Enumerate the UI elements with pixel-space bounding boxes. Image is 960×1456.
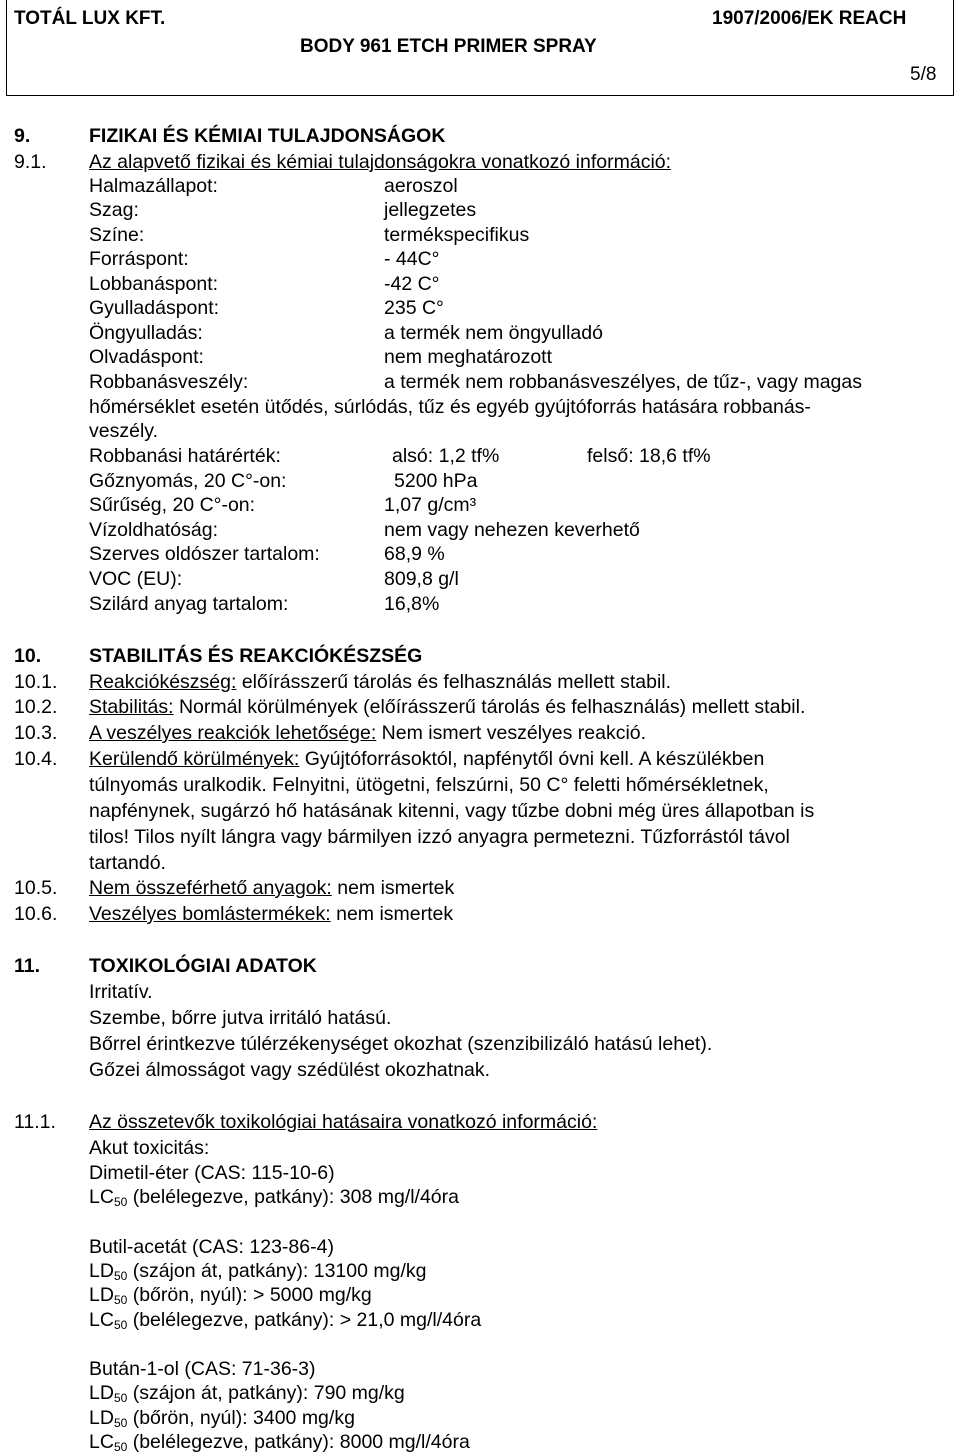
item-text: Normál körülmények (előírásszerű tárolás és felhasználás) mellett stabil. <box>173 696 806 718</box>
list-item <box>89 902 453 926</box>
item-text: Gyújtóforrásoktól, napfénytől óvni kell. A készülékben <box>299 748 765 770</box>
list-item <box>89 721 646 745</box>
property-label: Vízoldhatóság: <box>89 519 219 541</box>
substance-name: Dimetil-éter (CAS: 115-10-6) <box>89 1162 335 1184</box>
property-value: 809,8 g/l <box>384 568 459 590</box>
property-label: Szag: <box>89 199 139 221</box>
section-9-title: FIZIKAI ÉS KÉMIAI TULAJDONSÁGOK <box>89 125 446 147</box>
item-text: nem ismertek <box>330 903 454 925</box>
property-value: 5200 hPa <box>394 470 478 492</box>
tox-value-row <box>89 1259 426 1283</box>
item-number: 10.6. <box>14 903 58 925</box>
item-continuation: tartandó. <box>89 852 166 874</box>
property-label: VOC (EU): <box>89 568 183 590</box>
property-label: Gőznyomás, 20 C°-on: <box>89 470 287 492</box>
tox-line: Irritatív. <box>89 981 153 1003</box>
item-heading: Stabilitás: <box>89 696 174 718</box>
tox-param: LD <box>89 1284 114 1306</box>
property-value: nem vagy nehezen keverhető <box>384 519 640 541</box>
property-label: Robbanásveszély: <box>89 371 249 393</box>
tox-line: Gőzei álmosságot vagy szédülést okozhatnak. <box>89 1059 491 1081</box>
page-number: 5/8 <box>910 64 937 85</box>
tox-value: (belélegezve, patkány): 308 mg/l/4óra <box>127 1186 459 1208</box>
product-name: BODY 961 ETCH PRIMER SPRAY <box>300 36 597 57</box>
tox-param: LC <box>89 1309 114 1331</box>
tox-value-row <box>89 1406 355 1430</box>
item-heading: Kerülendő körülmények: <box>89 748 300 770</box>
tox-param: LC <box>89 1431 114 1453</box>
item-number: 10.4. <box>14 748 58 770</box>
tox-value-row <box>89 1430 470 1454</box>
regulation-label: 1907/2006/EK REACH <box>712 8 907 29</box>
tox-value-row <box>89 1381 405 1405</box>
tox-param-subscript: 50 <box>113 1318 128 1332</box>
subsection-11-1-title: Az összetevők toxikológiai hatásaira vonatkozó információ: <box>89 1111 598 1133</box>
property-value: -42 C° <box>384 273 440 295</box>
property-label: Forráspont: <box>89 248 189 270</box>
item-heading: A veszélyes reakciók lehetősége: <box>89 722 377 744</box>
list-item <box>89 747 764 771</box>
tox-param: LD <box>89 1407 114 1429</box>
section-11-title: TOXIKOLÓGIAI ADATOK <box>89 955 317 977</box>
property-label: Szerves oldószer tartalom: <box>89 543 320 565</box>
header-right-border <box>953 0 954 96</box>
tox-param-subscript: 50 <box>113 1440 128 1454</box>
acute-toxicity-label: Akut toxicitás: <box>89 1137 210 1159</box>
tox-param: LD <box>89 1260 114 1282</box>
item-number: 10.2. <box>14 696 58 718</box>
item-continuation: napfénynek, sugárzó hő hatásának kitenni, vagy tűzbe dobni még üres állapotban is <box>89 800 815 822</box>
tox-param-subscript: 50 <box>113 1293 128 1307</box>
item-text: nem ismertek <box>331 877 455 899</box>
section-10-number: 10. <box>14 645 42 667</box>
property-value: 235 C° <box>384 297 444 319</box>
property-label: Halmazállapot: <box>89 175 218 197</box>
tox-param: LD <box>89 1382 114 1404</box>
subsection-11-1-number: 11.1. <box>14 1111 56 1133</box>
property-label: Gyulladáspont: <box>89 297 220 319</box>
tox-value: (szájon át, patkány): 13100 mg/kg <box>127 1260 427 1282</box>
property-value: 16,8% <box>384 593 440 615</box>
item-heading: Reakciókészség: <box>89 671 237 693</box>
tox-param: LC <box>89 1186 114 1208</box>
header-rule <box>6 95 954 96</box>
tox-value-row <box>89 1308 481 1332</box>
list-item <box>89 695 805 719</box>
item-number: 10.1. <box>14 671 58 693</box>
property-label: Öngyulladás: <box>89 322 203 344</box>
item-number: 10.3. <box>14 722 58 744</box>
tox-param-subscript: 50 <box>113 1195 128 1209</box>
item-continuation: tilos! Tilos nyílt lángra vagy bármilyen izzó anyagra permetezni. Tűzforrástól távol <box>89 826 790 848</box>
subsection-9-1-number: 9.1. <box>14 151 47 173</box>
item-continuation: túlnyomás uralkodik. Felnyitni, ütögetni, felszúrni, 50 C° feletti hőmérsékletnek, <box>89 774 769 796</box>
property-value: 1,07 g/cm³ <box>384 494 477 516</box>
property-label: Lobbanáspont: <box>89 273 219 295</box>
tox-param-subscript: 50 <box>113 1391 128 1405</box>
explosion-limit-lower: alsó: 1,2 tf% <box>392 445 500 467</box>
tox-value: (belélegezve, patkány): 8000 mg/l/4óra <box>127 1431 470 1453</box>
section-10-title: STABILITÁS ÉS REAKCIÓKÉSZSÉG <box>89 645 423 667</box>
header-left-border <box>6 0 7 96</box>
tox-value: (bőrön, nyúl): > 5000 mg/kg <box>127 1284 372 1306</box>
property-value: jellegzetes <box>384 199 477 221</box>
tox-value: (szájon át, patkány): 790 mg/kg <box>127 1382 405 1404</box>
property-value: a termék nem robbanásveszélyes, de tűz-, vagy magas <box>384 371 862 393</box>
tox-value: (belélegezve, patkány): > 21,0 mg/l/4óra <box>127 1309 482 1331</box>
tox-param-subscript: 50 <box>113 1416 128 1430</box>
property-label: Szilárd anyag tartalom: <box>89 593 289 615</box>
subsection-9-1-title: Az alapvető fizikai és kémiai tulajdonságokra vonatkozó információ: <box>89 151 672 173</box>
tox-line: Bőrrel érintkezve túlérzékenységet okozhat (szenzibilizáló hatású lehet). <box>89 1033 713 1055</box>
property-value: a termék nem öngyulladó <box>384 322 603 344</box>
item-heading: Veszélyes bomlástermékek: <box>89 903 331 925</box>
property-value: - 44C° <box>384 248 440 270</box>
substance-name: Bután-1-ol (CAS: 71-36-3) <box>89 1358 316 1380</box>
tox-value-row <box>89 1185 459 1209</box>
tox-value-row <box>89 1283 372 1307</box>
explosion-limit-label: Robbanási határérték: <box>89 445 281 467</box>
tox-param-subscript: 50 <box>113 1269 128 1283</box>
substance-name: Butil-acetát (CAS: 123-86-4) <box>89 1236 334 1258</box>
explosion-limit-upper: felső: 18,6 tf% <box>587 445 711 467</box>
property-value: termékspecifikus <box>384 224 530 246</box>
property-value: 68,9 % <box>384 543 445 565</box>
item-text: előírásszerű tárolás és felhasználás mellett stabil. <box>236 671 672 693</box>
property-label: Sűrűség, 20 C°-on: <box>89 494 256 516</box>
section-11-number: 11. <box>14 955 41 977</box>
item-heading: Nem összeférhető anyagok: <box>89 877 332 899</box>
property-value: aeroszol <box>384 175 458 197</box>
property-continuation: hőmérséklet esetén ütődés, súrlódás, tűz és egyéb gyújtóforrás hatására robbanás- <box>89 396 811 418</box>
list-item <box>89 876 454 900</box>
tox-value: (bőrön, nyúl): 3400 mg/kg <box>127 1407 355 1429</box>
tox-line: Szembe, bőrre jutva irritáló hatású. <box>89 1007 392 1029</box>
item-number: 10.5. <box>14 877 58 899</box>
property-label: Színe: <box>89 224 145 246</box>
section-9-number: 9. <box>14 125 31 147</box>
company-name: TOTÁL LUX KFT. <box>14 8 166 29</box>
property-continuation: veszély. <box>89 420 158 442</box>
list-item <box>89 670 671 694</box>
item-text: Nem ismert veszélyes reakció. <box>376 722 647 744</box>
property-label: Olvadáspont: <box>89 346 204 368</box>
property-value: nem meghatározott <box>384 346 553 368</box>
